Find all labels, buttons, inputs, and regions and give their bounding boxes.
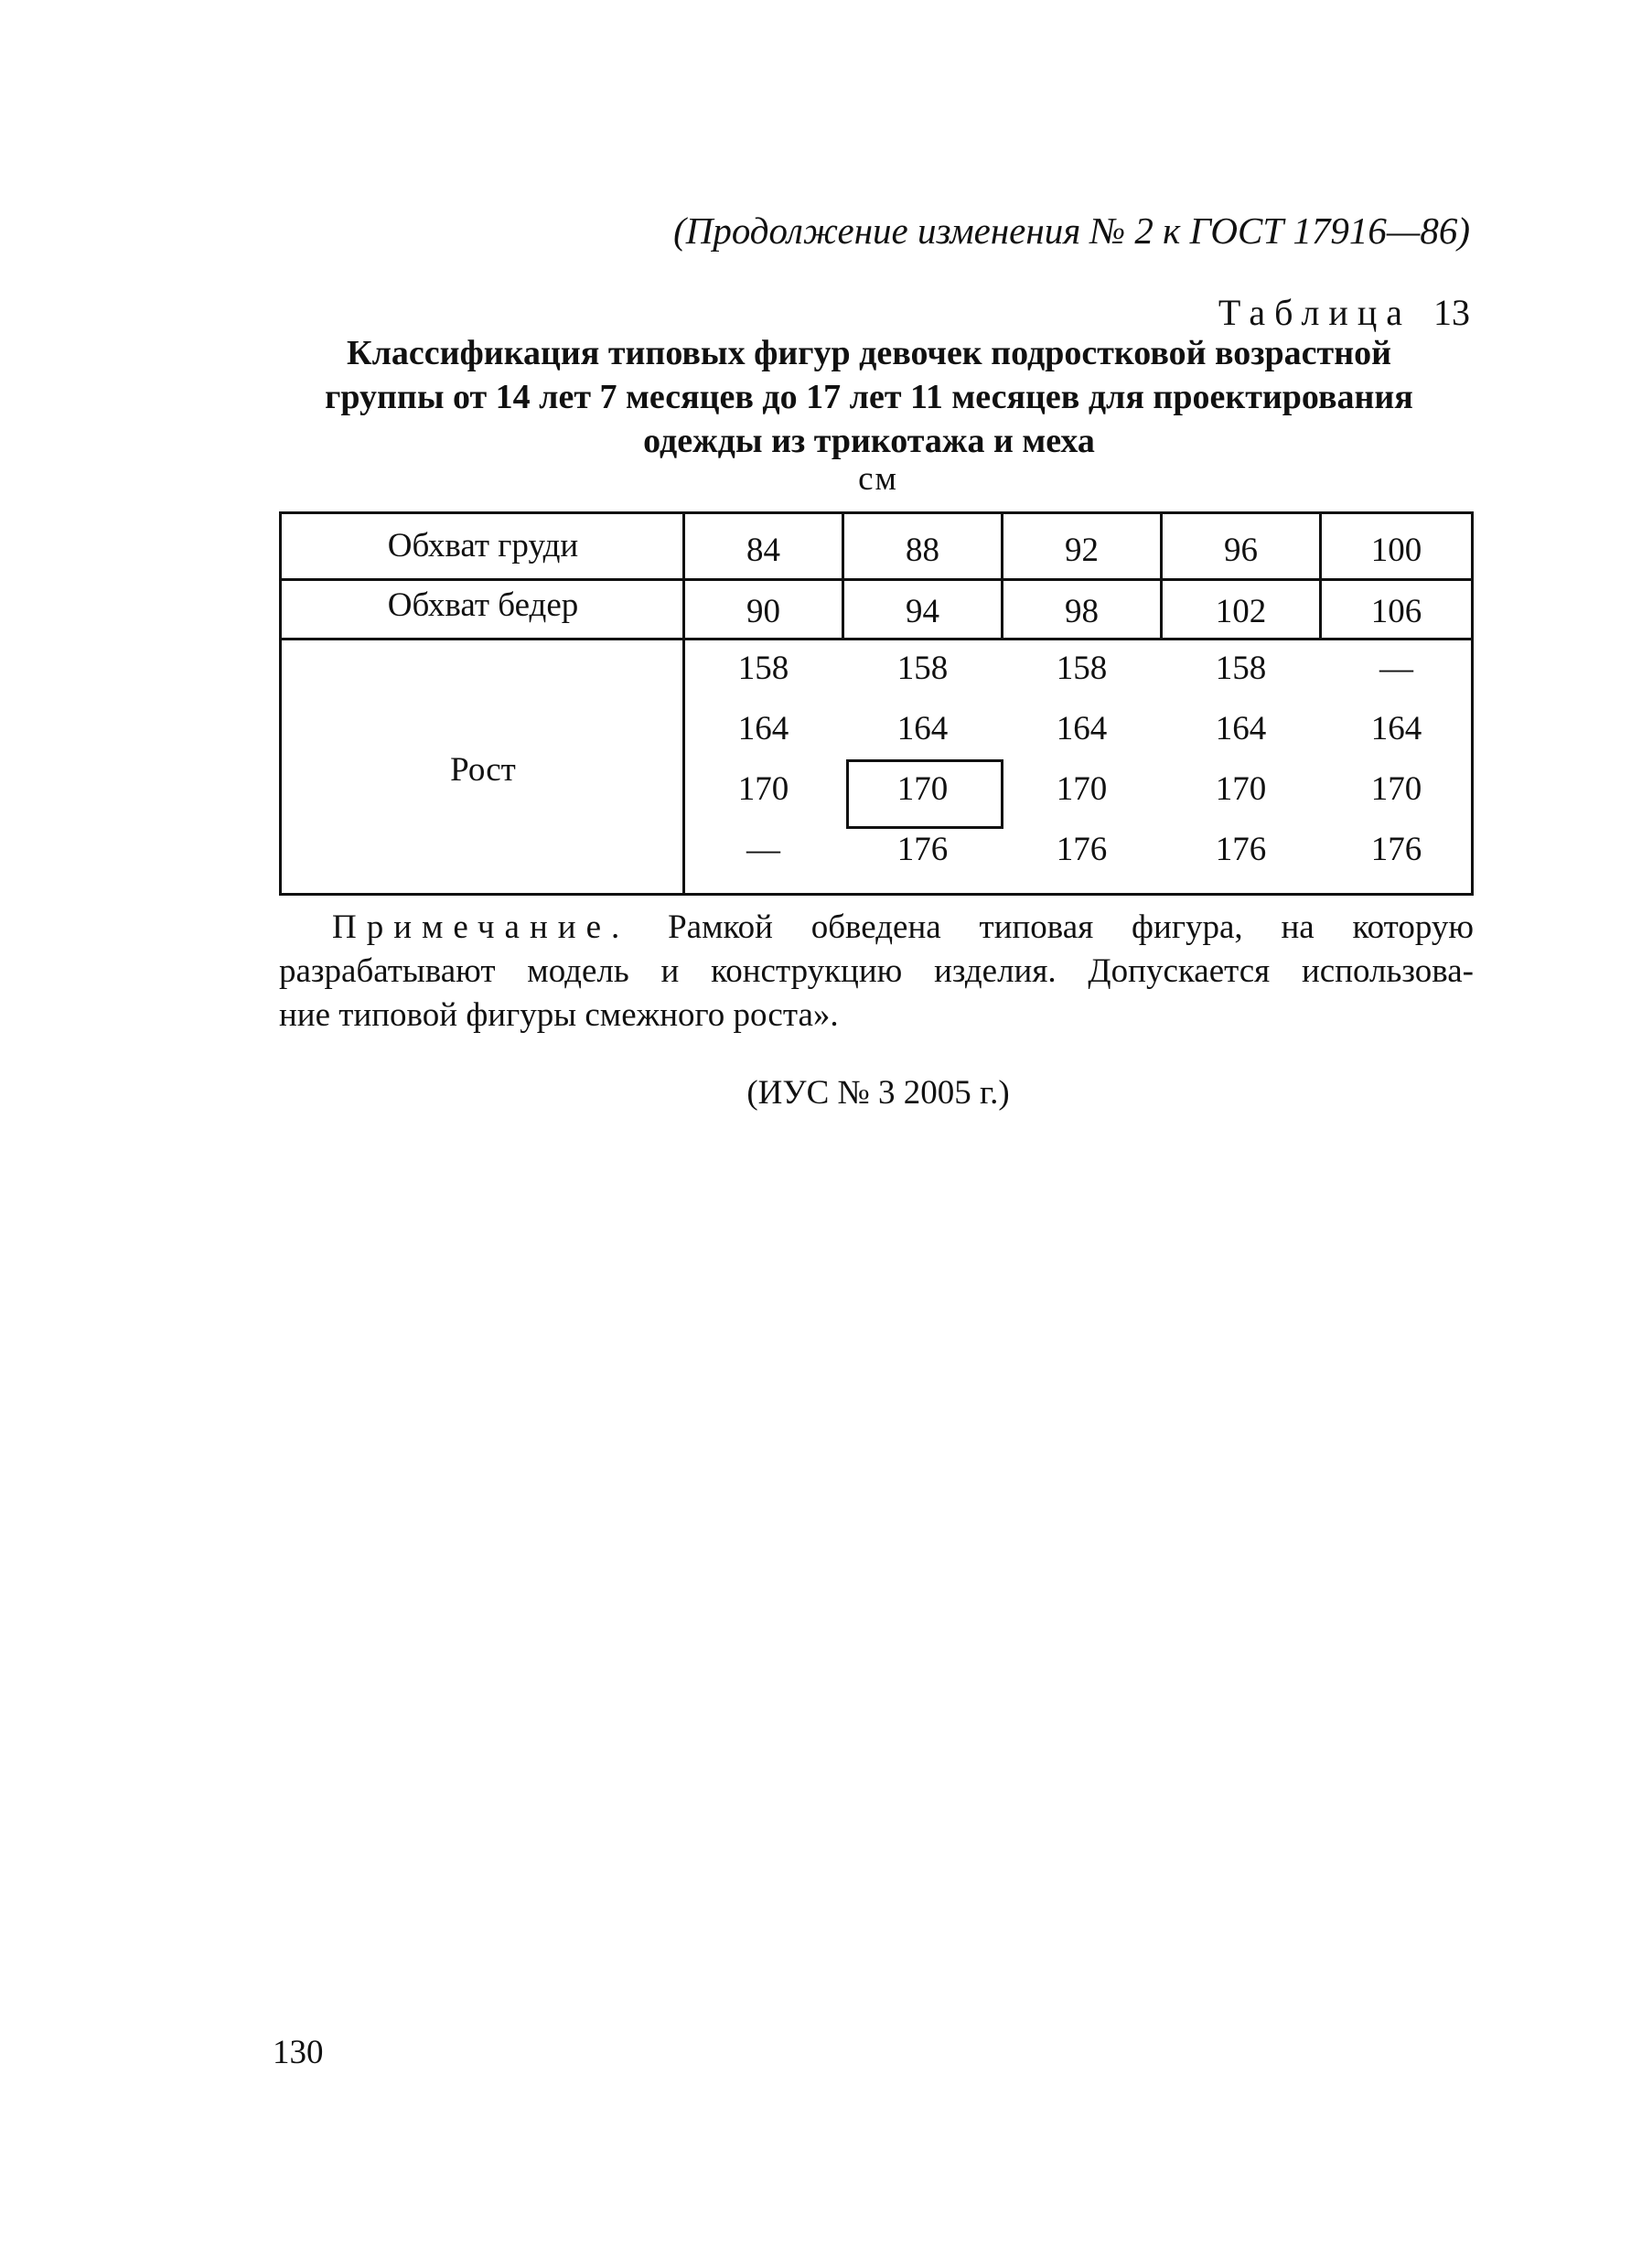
table-title-line: одежды из трикотажа и меха (643, 422, 1095, 460)
hips-cell: 106 (1370, 593, 1422, 630)
table-caption (1218, 291, 1470, 334)
height-cell: 158 (1215, 650, 1267, 687)
table-title-line: группы от 14 лет 7 месяцев до 17 лет 11 месяцев для проектирования (325, 378, 1413, 416)
height-cell: 170 (1056, 770, 1108, 808)
chest-cell: 100 (1370, 532, 1422, 569)
table-rule (282, 578, 1471, 581)
height-cell: 164 (1370, 710, 1422, 747)
height-cell: 158 (737, 650, 789, 687)
height-cell: 176 (1370, 831, 1422, 868)
typical-figure-frame (846, 759, 1003, 829)
running-head: (Продолжение изменения № 2 к ГОСТ 17916—86) (673, 210, 1470, 252)
note-line (279, 906, 1474, 950)
height-cell: 164 (1056, 710, 1108, 747)
height-cell: 176 (1056, 831, 1108, 868)
page-number: 130 (273, 2034, 324, 2071)
height-cell: 158 (1056, 650, 1108, 687)
chest-label: Обхват груди (387, 527, 579, 564)
table-rule (282, 638, 1471, 640)
note-text: Рамкой обведена типовая фигура, на которую (668, 908, 1474, 946)
source-reference: (ИУС № 3 2005 г.) (746, 1074, 1010, 1112)
height-cell: 170 (1215, 770, 1267, 808)
height-cell: 164 (737, 710, 789, 747)
table-note (279, 906, 1474, 1037)
hips-cell: 102 (1215, 593, 1267, 630)
note-line: разрабатывают модель и конструкцию изделия. Допускается использова- (279, 952, 1474, 990)
height-cell-highlighted: 170 (896, 770, 949, 808)
note-label: Примечание. (332, 908, 630, 946)
height-cell: 164 (896, 710, 949, 747)
height-cell: 176 (1215, 831, 1267, 868)
chest-cell: 88 (906, 532, 939, 569)
height-cell: 170 (737, 770, 789, 808)
height-cell: 176 (896, 831, 949, 868)
chest-cell: 96 (1224, 532, 1258, 569)
height-cell: 164 (1215, 710, 1267, 747)
height-cell: — (1379, 650, 1413, 687)
hips-label: Обхват бедер (387, 586, 579, 624)
hips-cell: 94 (906, 593, 939, 630)
table-label: Таблица (1218, 292, 1411, 333)
height-cell: 170 (1370, 770, 1422, 808)
chest-cell: 84 (746, 532, 780, 569)
height-label: Рост (450, 751, 516, 789)
size-classification-table (279, 511, 1474, 896)
table-title (274, 331, 1464, 463)
table-number: 13 (1433, 292, 1470, 333)
units-label: см (858, 460, 898, 498)
table-title-line: Классификация типовых фигур девочек подростковой возрастной (347, 334, 1391, 372)
height-cell: 158 (896, 650, 949, 687)
note-line: ние типовой фигуры смежного роста». (279, 996, 839, 1034)
hips-cell: 90 (746, 593, 780, 630)
hips-cell: 98 (1065, 593, 1099, 630)
chest-cell: 92 (1065, 532, 1099, 569)
height-cell: — (746, 831, 780, 868)
